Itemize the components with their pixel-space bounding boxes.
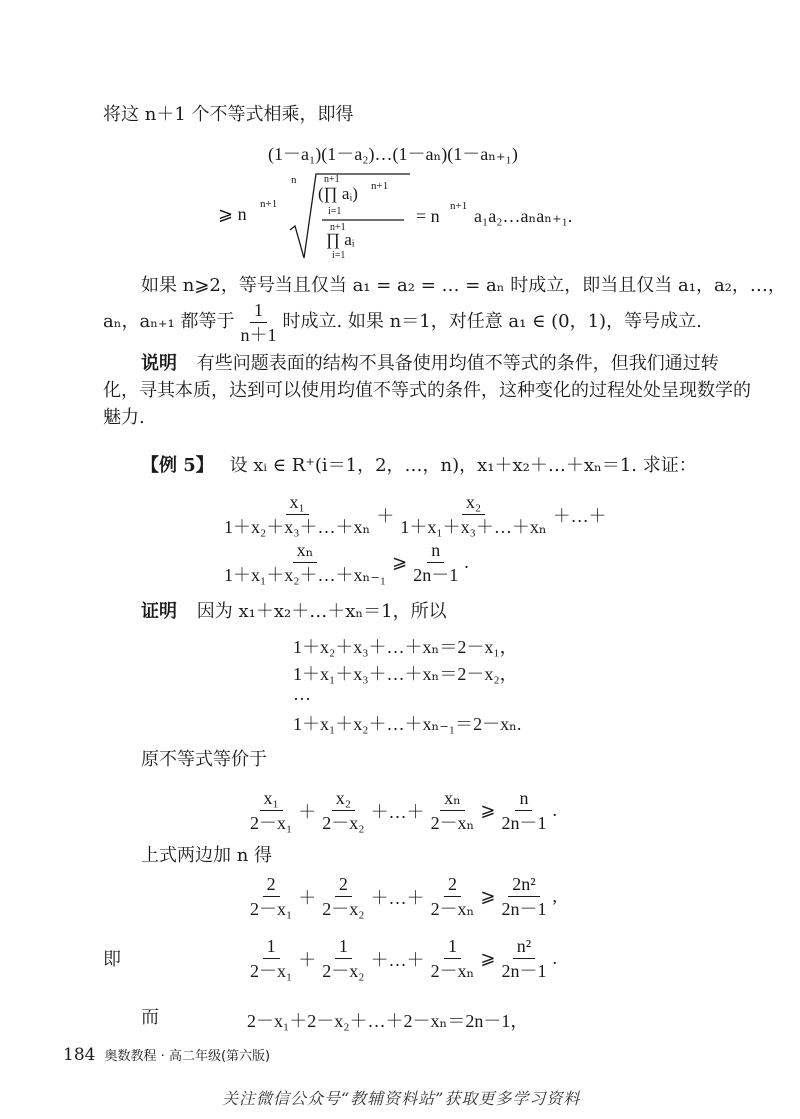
frac-x2 [396,492,550,537]
proof-heading [141,600,447,624]
frac-xn-den: 1＋x₁＋x₂＋…＋xₙ₋₁ [224,565,387,585]
example-inequality-line-1 [218,492,607,537]
i2-f1-num: x₁ [260,788,283,811]
ji-label: 即 [103,949,121,970]
i3-dots: ＋…＋ [370,887,425,908]
note-line-1 [141,352,719,376]
i4-f1-num: 1 [263,936,280,959]
equivalent-statement: 原不等式等价于 [141,749,267,770]
proof-eq-2: 1＋x₁＋x₃＋…＋xₙ＝2－x₂， [293,664,518,684]
proof-eq-3: 1＋x₁＋x₂＋…＋xₙ₋₁＝2－xₙ. [293,714,522,734]
er-label: 而 [141,1007,159,1028]
i4-geq: ⩾ [480,948,496,968]
period: . [464,552,469,572]
example-5-heading [141,454,697,478]
plus-dots: ＋…＋ [552,505,607,526]
rhs-equals-n: = n [416,206,440,226]
frac-x2-den: 1＋x₁＋x₃＋…＋xₙ [400,517,547,537]
i3-plus: ＋ [298,887,317,908]
example-label: 【例 5】 [141,455,214,476]
note-text-1: 有些问题表面的结构不具备使用均值不等式的条件，但我们通过转 [196,353,719,374]
i2-f3-den: 2－xₙ [430,813,475,833]
note-label: 说明 [141,353,177,374]
inequality-2 [244,788,557,833]
plus-sign: ＋ [376,505,395,526]
i2-f2-num: x₂ [332,788,355,811]
frac-den: n＋1 [240,324,277,345]
note-line-2: 化，寻其本质，达到可以使用均值不等式的条件，这种变化的过程处处呈现数学的 [103,380,751,401]
i2-r-den: 2n－1 [501,813,547,833]
proof-dots: … [293,684,311,704]
page-footer [63,1045,270,1065]
root-index: n [291,174,297,186]
i4-f3-den: 2－xₙ [430,961,475,981]
frac-x1-den: 1＋x₂＋x₃＋…＋xₙ [224,517,371,537]
rhs-product: a₁a₂…aₙaₙ₊₁. [474,206,573,226]
i2-f1-den: 2－x₁ [250,813,293,833]
example-inequality-line-2 [218,540,469,585]
prod-denominator: ∏ aᵢ [326,230,355,249]
example-statement: 设 xᵢ ∈ R⁺(i＝1，2，…，n)，x₁＋x₂＋…＋xₙ＝1. 求证： [229,455,697,476]
i3-f2-den: 2－x₂ [322,899,365,919]
inequality-4 [244,936,557,981]
equality-condition-cont [103,299,702,345]
inequality-3 [244,874,557,919]
i2-f2-den: 2－x₂ [322,813,365,833]
i4-f2-num: 1 [335,936,352,959]
frac-rhs-num: n [427,540,444,563]
geq-n: ⩾ n [218,204,247,224]
geq-sign: ⩾ [392,552,408,572]
proof-label: 证明 [141,601,177,622]
i4-f2-den: 2－x₂ [322,961,365,981]
i4-end: . [552,948,557,968]
i3-f1-num: 2 [263,874,280,897]
i3-geq: ⩾ [480,886,496,906]
frac-xn-num: xₙ [293,540,318,563]
condition-text-a: aₙ，aₙ₊₁ 都等于 [103,311,235,332]
prod-top-upper: n+1 [324,174,340,185]
i2-end: . [552,800,557,820]
intro-sentence: 将这 n＋1 个不等式相乘，即得 [103,104,354,125]
frac-x1-num: x₁ [286,492,309,515]
exponent: n+1 [260,198,278,210]
i2-r-num: n [515,788,532,811]
i3-f2-num: 2 [335,874,352,897]
i3-r-den: 2n－1 [501,899,547,919]
frac-rhs [409,540,462,585]
prod-top-lower: n+1 [330,222,346,233]
i4-f3-num: 1 [444,936,461,959]
i2-f3-num: xₙ [440,788,465,811]
watermark-text: 关注微信公众号“教辅资料站”获取更多学习资料 [222,1089,581,1108]
frac-xn [220,540,390,585]
frac-rhs-den: 2n－1 [413,565,459,585]
equality-condition: 如果 n⩾2，等号当且仅当 a₁ = a₂ = … = aₙ 时成立，即当且仅当 a₁，a₂，…， [141,275,786,296]
prod-bottom-upper: i=1 [328,206,342,217]
i2-dots: ＋…＋ [370,801,425,822]
numerator-exponent: n+1 [371,180,389,192]
frac-x2-num: x₂ [462,492,485,515]
proof-statement: 因为 x₁＋x₂＋…＋xₙ＝1，所以 [196,601,447,622]
add-n-statement: 上式两边加 n 得 [141,845,273,866]
i3-f3-den: 2－xₙ [430,899,475,919]
i4-f1-den: 2－x₁ [250,961,293,981]
i4-r-den: 2n－1 [501,961,547,981]
radical-equation [218,170,578,262]
fraction-one-over-n-plus-1 [236,300,280,345]
i3-r-num: 2n² [508,874,539,897]
condition-text-b: 时成立. 如果 n＝1，对任意 a₁ ∈ (0，1)，等号成立. [282,311,702,332]
page-number: 184 [63,1045,96,1065]
frac-x1 [220,492,374,537]
frac-num: 1 [250,300,267,323]
rhs-exponent: n+1 [450,200,468,212]
i4-dots: ＋…＋ [370,949,425,970]
i2-geq: ⩾ [480,800,496,820]
product-expression: (1－a₁)(1－a₂)…(1－aₙ)(1－aₙ₊₁) [268,144,518,164]
i2-plus: ＋ [298,801,317,822]
i3-f1-den: 2－x₁ [250,899,293,919]
i3-end: , [552,886,557,906]
i4-plus: ＋ [298,949,317,970]
sum-equation: 2－x₁＋2－x₂＋…＋2－xₙ＝2n－1， [247,1011,529,1031]
i4-r-num: n² [513,936,535,959]
book-title: 奥数教程 · 高二年级(第六版) [104,1049,271,1064]
prod-numerator: (∏ aᵢ) [318,184,358,203]
note-line-3: 魅力. [103,407,145,428]
i3-f3-num: 2 [444,874,461,897]
prod-bottom-lower: i=1 [332,250,346,261]
proof-eq-1: 1＋x₂＋x₃＋…＋xₙ＝2－x₁， [293,637,518,657]
